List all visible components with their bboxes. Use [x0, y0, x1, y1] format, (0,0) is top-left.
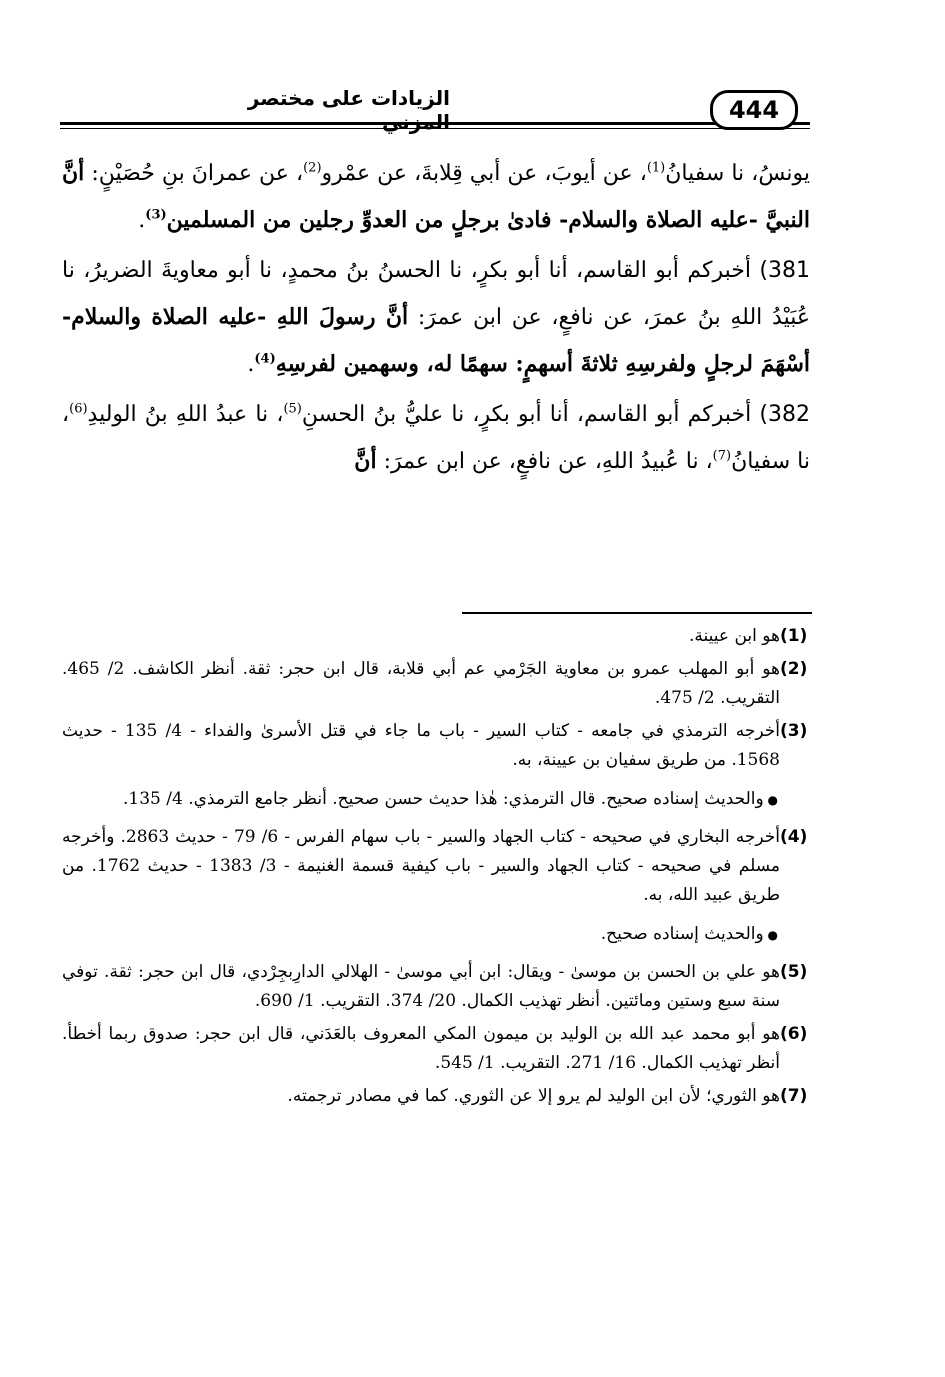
footnote-number: (2) — [780, 659, 808, 679]
hadith-381 — [62, 248, 810, 388]
footnote-1 — [62, 622, 820, 651]
footnote-separator — [462, 612, 812, 614]
footnote-number: (6) — [780, 1024, 808, 1044]
footnote-ref: (4) — [254, 351, 276, 367]
footnote-ref: (3) — [145, 207, 167, 223]
running-title: الزيادات على مختصر المزني — [247, 86, 450, 134]
footnote-ref: (5) — [283, 401, 302, 417]
hadith-number: 382) — [759, 402, 810, 427]
footnote-number: (5) — [780, 962, 808, 982]
footnote-text: أخرجه البخاري في صحيحه - كتاب الجهاد والسير - باب سهام الفرس - 6/ 79 - حديث 2863. وأخرجه مسلم في صحيحه - كتاب الجهاد والسير - باب كيفية قسمة الغنيمة - 3/ 1383 - حديث 1762. من طريق عبيد الله، به. — [62, 827, 781, 905]
footnote-text: هو ابن عيينة. — [688, 626, 780, 646]
footnote-4 — [62, 823, 820, 910]
footnote-ref: (1) — [646, 160, 666, 176]
text-span: ، عن أيوبَ، عن أبي قِلابةَ، عن عمْرو — [321, 161, 647, 186]
footnote-bullet: ● والحديث إسناده صحيح. قال الترمذي: هٰذا حديث حسن صحيح. أنظر جامع الترمذي. 4/ 135. — [62, 785, 820, 815]
footnote-ref: (2) — [303, 160, 322, 176]
footnote-number: (1) — [780, 626, 808, 646]
hadith-matn: أنَّ — [354, 448, 377, 474]
text-span: . — [247, 352, 255, 377]
text-span: ، نا سفيانُ — [62, 402, 810, 474]
main-text — [62, 150, 810, 485]
text-span: ، عن عمرانَ بنِ حُصَيْنٍ: — [84, 161, 304, 186]
isnad: أخبركم أبو القاسم، أنا أبو بكرٍ، نا الحسنُ بنُ محمدٍ، نا أبو معاويةَ الضريرُ، نا عُبَيْدُ اللهِ بنُ عمرَ، عن نافعٍ، عن ابن عمرَ: — [62, 258, 810, 330]
footnotes — [62, 622, 820, 1115]
footnote-6 — [62, 1020, 820, 1078]
hadith-matn: أنَّ رسولَ اللهِ -عليه الصلاة والسلام- أسْهَمَ لرجلٍ ولفرسِهِ ثلاثةَ أسهمٍ: سهمًا له، وسهمين لفرسِهِ — [62, 304, 810, 377]
footnote-number: (4) — [780, 827, 808, 847]
page-header — [60, 86, 810, 136]
text-span: ، نا عُبيدُ اللهِ، عن نافعٍ، عن ابن عمرَ: — [376, 449, 713, 474]
hadith-matn: أنَّ النبيَّ -عليه الصلاة والسلام- فادىٰ برجلٍ من العدوِّ رجلين من المسلمين — [62, 160, 810, 233]
text-span: . — [138, 208, 146, 233]
footnote-5 — [62, 958, 820, 1016]
footnote-ref: (6) — [69, 401, 88, 417]
footnote-text: هو أبو المهلب عمرو بن معاوية الجَرْمي عم أبي قلابة، قال ابن حجر: ثقة. أنظر الكاشف. 2/ 465. التقريب. 2/ 475. — [62, 659, 780, 708]
page-number: 444 — [710, 90, 798, 130]
footnote-text: هو أبو محمد عبد الله بن الوليد بن ميمون المكي المعروف بالعَدَني، قال ابن حجر: صدوق ربما أخطأ. أنظر تهذيب الكمال. 16/ 271. التقريب. 1/ 545. — [62, 1024, 780, 1073]
footnote-text: هو علي بن الحسن بن موسىٰ - ويقال: ابن أبي موسىٰ - الهلالي الدارِبجِرْدي، قال ابن حجر: ثقة. توفي سنة سبع وستين ومائتين. أنظر تهذيب الكمال. 20/ 374. التقريب. 1/ 690. — [62, 962, 780, 1011]
footnote-3 — [62, 717, 820, 775]
hadith-382 — [62, 392, 810, 485]
footnote-number: (3) — [780, 721, 808, 741]
footnote-7 — [62, 1082, 820, 1111]
paragraph-continuation — [62, 150, 810, 244]
text-span: يونسُ، نا سفيانُ — [665, 161, 810, 186]
footnote-text: هو الثوري؛ لأن ابن الوليد لم يرو إلا عن الثوري. كما في مصادر ترجمته. — [287, 1086, 780, 1106]
footnote-ref: (7) — [712, 448, 732, 464]
text-span: ، نا عبدُ اللهِ بنُ الوليدِ — [87, 402, 284, 427]
footnote-number: (7) — [780, 1086, 808, 1106]
hadith-number: 381) — [759, 258, 810, 283]
isnad: أخبركم أبو القاسم، أنا أبو بكرٍ، نا عليُّ بنُ الحسنِ — [301, 402, 760, 427]
footnote-text: أخرجه الترمذي في جامعه - كتاب السير - باب ما جاء في قتل الأسرىٰ والفداء - 4/ 135 - حديث 1568. من طريق سفيان بن عيينة، به. — [62, 721, 780, 770]
footnote-bullet: ● والحديث إسناده صحيح. — [62, 920, 820, 950]
footnote-2 — [62, 655, 820, 713]
